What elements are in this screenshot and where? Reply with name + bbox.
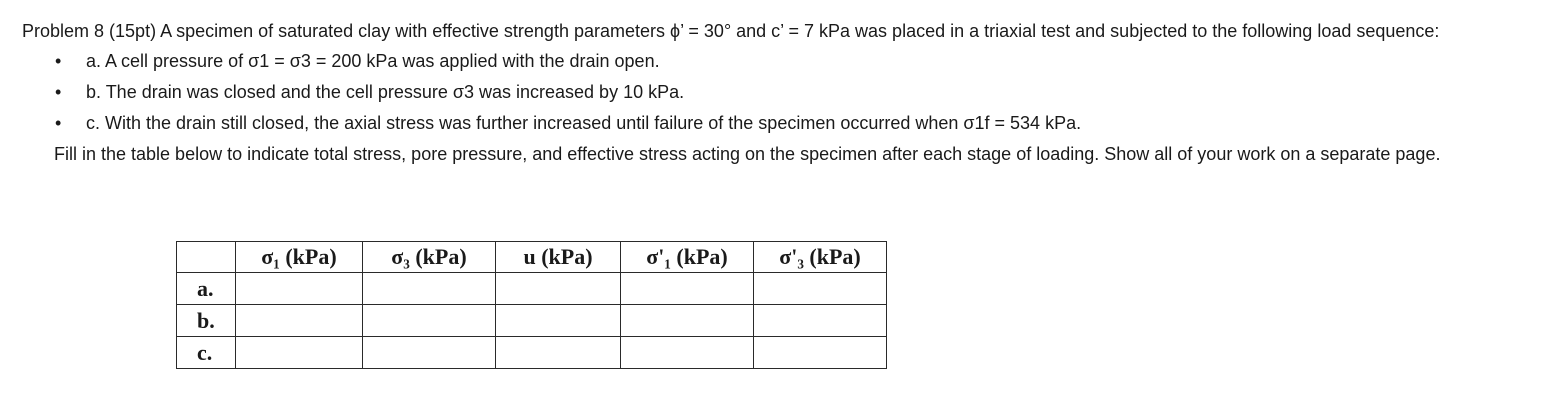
answer-cell-effective-sigma3[interactable] [754,273,887,305]
problem-statement: Problem 8 (15pt) A specimen of saturated clay with effective strength parameters ϕ’ = 30° and c’ = 7 kPa was placed in a triaxial test and subjected to the following load sequence: [22,21,1440,41]
list-item [22,49,1522,80]
answer-cell-sigma3[interactable] [363,273,496,305]
answer-cell-sigma1[interactable] [236,273,363,305]
header-sigma1: σ₁ (kPa) [236,242,363,273]
answer-cell-sigma3[interactable] [363,305,496,337]
load-sequence-list [22,49,1522,142]
step-text: a. A cell pressure of σ1 = σ3 = 200 kPa was applied with the drain open. [86,51,660,71]
header-sigma3: σ₃ (kPa) [363,242,496,273]
table-row [177,273,887,305]
answer-cell-pore-pressure[interactable] [496,273,621,305]
row-label: c. [177,337,236,369]
answer-cell-effective-sigma1[interactable] [621,305,754,337]
answer-cell-effective-sigma3[interactable] [754,305,887,337]
instruction-text: Fill in the table below to indicate total stress, pore pressure, and effective stress acting on the specimen after each stage of loading. Show all of your work on a separate page. [54,144,1441,164]
list-item [22,80,1522,111]
problem-text [22,19,1522,166]
table-header-row [177,242,887,273]
answer-cell-effective-sigma3[interactable] [754,337,887,369]
row-label: a. [177,273,236,305]
table-row [177,337,887,369]
table-corner-cell [177,242,236,273]
answer-cell-pore-pressure[interactable] [496,305,621,337]
header-effective-sigma3: σ'₃ (kPa) [754,242,887,273]
answer-cell-effective-sigma1[interactable] [621,337,754,369]
answer-cell-sigma3[interactable] [363,337,496,369]
bullet-icon: • [55,51,62,71]
bullet-icon: • [55,113,62,133]
table-row [177,305,887,337]
answer-table [176,241,887,369]
answer-cell-pore-pressure[interactable] [496,337,621,369]
answer-cell-sigma1[interactable] [236,305,363,337]
step-text: b. The drain was closed and the cell pressure σ3 was increased by 10 kPa. [86,82,685,102]
answer-cell-sigma1[interactable] [236,337,363,369]
bullet-icon: • [55,82,62,102]
list-item [22,111,1522,142]
step-text: c. With the drain still closed, the axial stress was further increased until failure of the specimen occurred when σ1f = 534 kPa. [86,113,1082,133]
header-effective-sigma1: σ'₁ (kPa) [621,242,754,273]
answer-cell-effective-sigma1[interactable] [621,273,754,305]
header-pore-pressure: u (kPa) [496,242,621,273]
row-label: b. [177,305,236,337]
